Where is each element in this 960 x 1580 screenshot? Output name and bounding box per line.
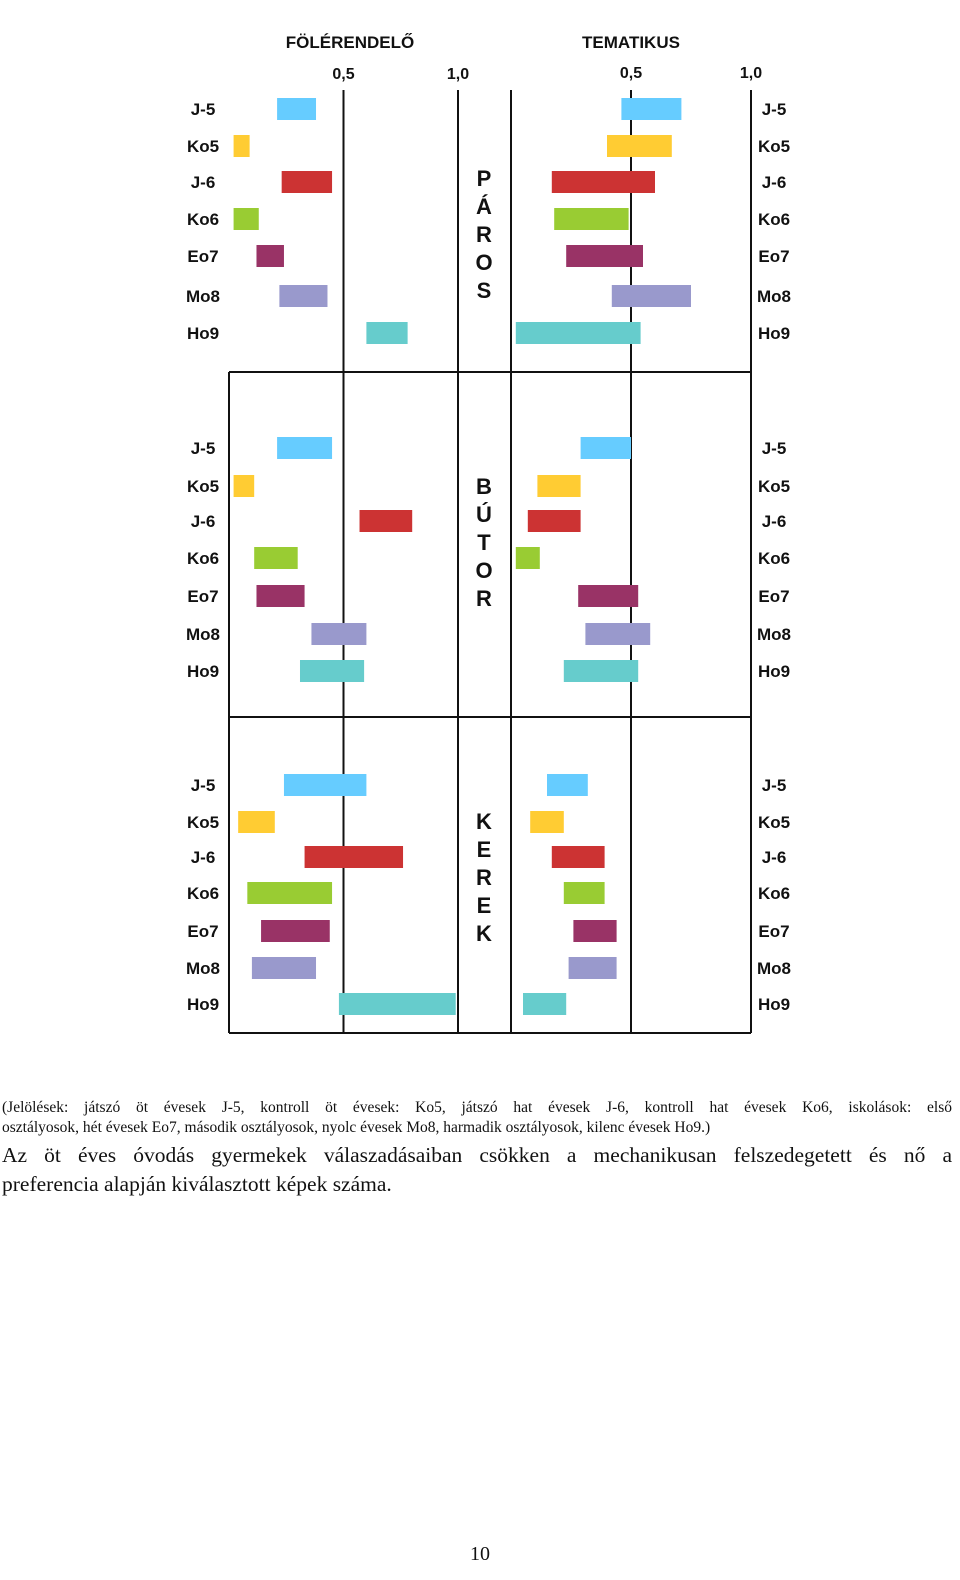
category-label-right: J-5 bbox=[761, 100, 787, 119]
group-label-letter: R bbox=[476, 222, 492, 247]
category-label-right: J-6 bbox=[761, 512, 787, 531]
category-label-left: Ko6 bbox=[186, 549, 220, 568]
group-label-letter: E bbox=[476, 893, 492, 918]
bar-tematikus bbox=[554, 208, 628, 230]
category-label-left: J-5 bbox=[190, 439, 216, 458]
category-label-left: Mo8 bbox=[186, 287, 220, 306]
category-label-left: Eo7 bbox=[187, 922, 219, 941]
bar-foelerendelo bbox=[366, 322, 407, 344]
bar-foelerendelo bbox=[311, 623, 366, 645]
caption-line: Az öt éves óvodás gyermekek válaszadásaiban csökken a mechanikusan felszedegetett és nő a bbox=[2, 1143, 952, 1167]
group-label-letter: R bbox=[476, 586, 492, 611]
category-label-right: Ho9 bbox=[757, 662, 791, 681]
category-label-right: Ko5 bbox=[757, 137, 791, 156]
category-label-left: Ko5 bbox=[186, 137, 220, 156]
category-label-left: Eo7 bbox=[187, 587, 219, 606]
bar-tematikus bbox=[564, 660, 638, 682]
bar-tematikus bbox=[578, 585, 638, 607]
bar-foelerendelo bbox=[234, 135, 250, 157]
legend-note-line: (Jelölések: játszó öt évesek J-5, kontroll öt évesek: Ko5, játszó hat évesek J-6, kontroll hat évesek Ko6, iskolások: első bbox=[2, 1099, 952, 1116]
category-label-right: J-6 bbox=[761, 848, 787, 867]
tick-label: 0,5 bbox=[619, 65, 643, 82]
category-label-left: J-5 bbox=[190, 776, 216, 795]
category-label-left: Ho9 bbox=[186, 995, 220, 1014]
category-label-left: Mo8 bbox=[186, 959, 220, 978]
bar-tematikus bbox=[523, 993, 566, 1015]
category-label-right: J-5 bbox=[761, 776, 787, 795]
bar-tematikus bbox=[547, 774, 588, 796]
tick-label: 1,0 bbox=[446, 66, 470, 83]
category-label-left: J-6 bbox=[190, 848, 216, 867]
category-label-right: Ho9 bbox=[757, 995, 791, 1014]
bar-foelerendelo bbox=[300, 660, 364, 682]
panel-title: FÖLÉRENDELŐ bbox=[285, 33, 415, 52]
group-label-letter: R bbox=[476, 865, 492, 890]
bar-foelerendelo bbox=[277, 98, 316, 120]
category-label-left: Ko5 bbox=[186, 477, 220, 496]
category-label-right: J-6 bbox=[761, 173, 787, 192]
category-label-right: Eo7 bbox=[758, 587, 790, 606]
bar-foelerendelo bbox=[234, 208, 259, 230]
group-label-letter: T bbox=[477, 530, 491, 555]
group-label-letter: B bbox=[476, 474, 492, 499]
category-label-right: Ko6 bbox=[757, 884, 791, 903]
bar-tematikus bbox=[621, 98, 681, 120]
category-label-left: Ko5 bbox=[186, 813, 220, 832]
group-label-letter: P bbox=[476, 166, 492, 191]
category-label-right: Ho9 bbox=[757, 324, 791, 343]
bar-tematikus bbox=[530, 811, 564, 833]
bar-foelerendelo bbox=[234, 475, 255, 497]
caption-line: preferencia alapján kiválasztott képek száma. bbox=[2, 1172, 392, 1196]
category-label-right: Mo8 bbox=[757, 287, 791, 306]
bar-foelerendelo bbox=[339, 993, 456, 1015]
bar-tematikus bbox=[564, 882, 605, 904]
bar-foelerendelo bbox=[284, 774, 366, 796]
category-label-left: Ko6 bbox=[186, 210, 220, 229]
bar-tematikus bbox=[566, 245, 643, 267]
page-number: 10 bbox=[470, 1543, 490, 1565]
bar-foelerendelo bbox=[252, 957, 316, 979]
category-label-right: Ko6 bbox=[757, 549, 791, 568]
category-label-left: Mo8 bbox=[186, 625, 220, 644]
group-label-letter: K bbox=[476, 921, 492, 946]
bar-tematikus bbox=[516, 322, 641, 344]
category-label-right: J-5 bbox=[761, 439, 787, 458]
group-label-letter: E bbox=[476, 837, 492, 862]
group-label-letter: Á bbox=[476, 194, 492, 219]
category-label-left: Ho9 bbox=[186, 324, 220, 343]
category-label-right: Eo7 bbox=[758, 922, 790, 941]
bar-tematikus bbox=[581, 437, 631, 459]
category-label-right: Ko6 bbox=[757, 210, 791, 229]
group-label-letter: O bbox=[475, 558, 493, 583]
category-label-right: Eo7 bbox=[758, 247, 790, 266]
tick-label: 1,0 bbox=[739, 65, 763, 82]
panel-title: TEMATIKUS bbox=[582, 33, 680, 52]
bar-tematikus bbox=[552, 846, 605, 868]
group-label-letter: Ú bbox=[476, 502, 492, 527]
category-label-left: Ho9 bbox=[186, 662, 220, 681]
bar-foelerendelo bbox=[256, 245, 283, 267]
legend-note bbox=[2, 1098, 952, 1138]
bar-tematikus bbox=[516, 547, 540, 569]
bar-tematikus bbox=[537, 475, 580, 497]
category-label-right: Ko5 bbox=[757, 813, 791, 832]
bar-foelerendelo bbox=[238, 811, 275, 833]
bar-foelerendelo bbox=[256, 585, 304, 607]
group-label-letter: O bbox=[475, 250, 493, 275]
bar-tematikus bbox=[573, 920, 616, 942]
category-label-right: Mo8 bbox=[757, 625, 791, 644]
bar-tematikus bbox=[528, 510, 581, 532]
legend-note-line: osztályosok, hét évesek Eo7, második osztályosok, nyolc évesek Mo8, harmadik osztályosok, kilenc évesek Ho9.) bbox=[2, 1119, 711, 1136]
tick-label: 0,5 bbox=[332, 66, 355, 83]
bar-tematikus bbox=[569, 957, 617, 979]
bar-foelerendelo bbox=[282, 171, 332, 193]
bar-foelerendelo bbox=[277, 437, 332, 459]
group-label-letter: K bbox=[476, 809, 492, 834]
bar-tematikus bbox=[607, 135, 672, 157]
bar-tematikus bbox=[612, 285, 691, 307]
group-label-letter: S bbox=[476, 278, 492, 303]
bar-foelerendelo bbox=[279, 285, 327, 307]
category-label-left: J-5 bbox=[190, 100, 216, 119]
category-label-left: J-6 bbox=[190, 512, 216, 531]
bar-tematikus bbox=[552, 171, 655, 193]
category-label-left: J-6 bbox=[190, 173, 216, 192]
bar-tematikus bbox=[585, 623, 650, 645]
category-label-left: Ko6 bbox=[186, 884, 220, 903]
category-label-right: Mo8 bbox=[757, 959, 791, 978]
bar-foelerendelo bbox=[247, 882, 332, 904]
category-label-left: Eo7 bbox=[187, 247, 219, 266]
figure-caption bbox=[2, 1141, 952, 1199]
category-label-right: Ko5 bbox=[757, 477, 791, 496]
bar-foelerendelo bbox=[254, 547, 298, 569]
bar-foelerendelo bbox=[360, 510, 413, 532]
bar-foelerendelo bbox=[261, 920, 330, 942]
bar-foelerendelo bbox=[305, 846, 403, 868]
